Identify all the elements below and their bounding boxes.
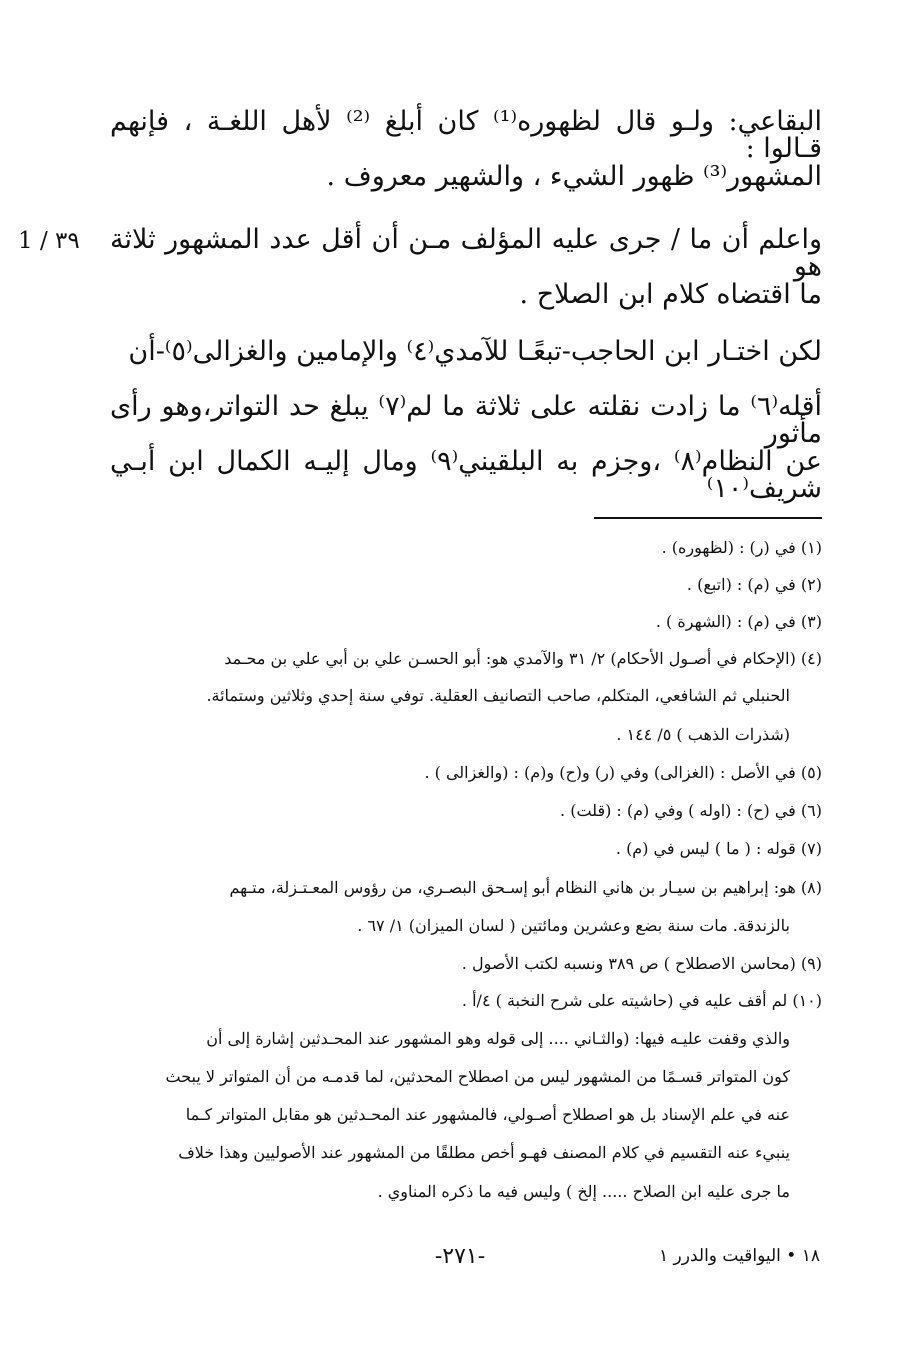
page-number: -٢٧١- (434, 1244, 486, 1269)
footnote-2: (٢) في (م) : (اتبع) . (686, 575, 822, 594)
footnote-10-cont-5: ما جرى عليه ابن الصلاح ..... إلخ ) وليس فيه ما ذكره المناوي . (377, 1182, 790, 1201)
footnote-8-cont: بالزندقة. مات سنة بضع وعشرين ومائتين ( لسان الميزان) ١/ ٦٧ . (357, 916, 790, 935)
main-line-3: واعلم أن ما / جرى عليه المؤلف مـن أن أقل عدد المشهور ثلاثة هو (110, 224, 822, 282)
main-line-6: أقله⁽٦⁾ ما زادت نقلته على ثلاثة ما لم⁽٧⁾ يبلغ حد التواتر،وهو رأى مأثور (110, 391, 822, 449)
footnote-4: (٤) (الإحكام في أصـول الأحكام) ٢/ ٣١ والآمدي هو: أبو الحسـن علي بن أبي علي بن محـمد (224, 649, 822, 668)
footnote-3: (٣) في (م) : (الشهرة ) . (655, 612, 822, 631)
footnote-10-cont-2: كون المتواتر قسـمًا من المشهور ليس من اصطلاح المحدثين، لما قدمـه من أن المتواتر لا يبحث (165, 1067, 790, 1086)
main-line-7: عن النظام⁽٨⁾ ،وجزم به البلقيني⁽٩⁾ ومال إليـه الكمال ابن أبـي شريف⁽١٠⁾ (110, 446, 822, 504)
footnote-10-cont-1: والذي وقفت عليـه فيها: (والثـاني .... إلى قوله وهو المشهور عند المحـدثين إشارة إلى أن (206, 1029, 790, 1048)
main-line-2: المشهور⁽³⁾ ظهور الشيء ، والشهير معروف . (326, 161, 822, 192)
margin-page-reference: 1 / ٣٩ (18, 228, 80, 254)
footnote-4-cont-2: (شذرات الذهب ) ٥/ ١٤٤ . (616, 725, 790, 744)
main-line-5: لكن اختـار ابن الحاجب-تبعًـا للآمدي⁽٤⁾ والإمامين والغزالى⁽٥⁾-أن (128, 336, 822, 367)
main-line-4: ما اقتضاه كلام ابن الصلاح . (519, 279, 822, 310)
footnote-9: (٩) (محاسن الاصطلاح ) ص ٣٨٩ ونسبه لكتب الأصول . (461, 954, 822, 973)
footnote-6: (٦) في (ح) : (اوله ) وفي (م) : (قلت) . (560, 801, 822, 820)
footnote-8: (٨) هو: إبراهيم بن سيـار بن هاني النظام أبو إسـحق البصـري، من رؤوس المعـتـزلة، متـهم (229, 878, 822, 897)
footnote-5: (٥) في الأصل : (الغزالى) وفي (ر) و(ح) و(م) : (والغزالى ) . (424, 763, 822, 782)
footnote-10-cont-3: عنه في علم الإسناد بل هو اصطلاح أصـولي، فالمشهور عند المحـدثين هو مقابل المتواتر كـما (185, 1105, 790, 1124)
footnote-10: (١٠) لم أقف عليه في (حاشيته على شرح النخبة ) ٤/أ . (461, 991, 822, 1010)
main-line-1: البقاعي: ولـو قال لظهوره⁽¹⁾ كان أبلغ ⁽²⁾ لأهل اللغـة ، فإنهم قـالوا : (110, 106, 822, 164)
footnote-7: (٧) قوله : ( ما ) ليس في (م) . (615, 839, 822, 858)
footnote-1: (١) في (ر) : (لظهوره) . (661, 538, 822, 557)
book-title: ١٨ • اليواقيت والدرر ١ (659, 1246, 820, 1266)
footnote-10-cont-4: ينبيء عنه التقسيم في كلام المصنف فهـو أخص مطلقًا من المشهور عند الأصوليين وهذا خلاف (178, 1143, 790, 1162)
footnote-4-cont-1: الحنبلي ثم الشافعي، المتكلم، صاحب التصانيف العقلية. توفي سنة إحدي وثلاثين وستمائة. (206, 686, 790, 705)
footnote-divider (594, 517, 822, 519)
